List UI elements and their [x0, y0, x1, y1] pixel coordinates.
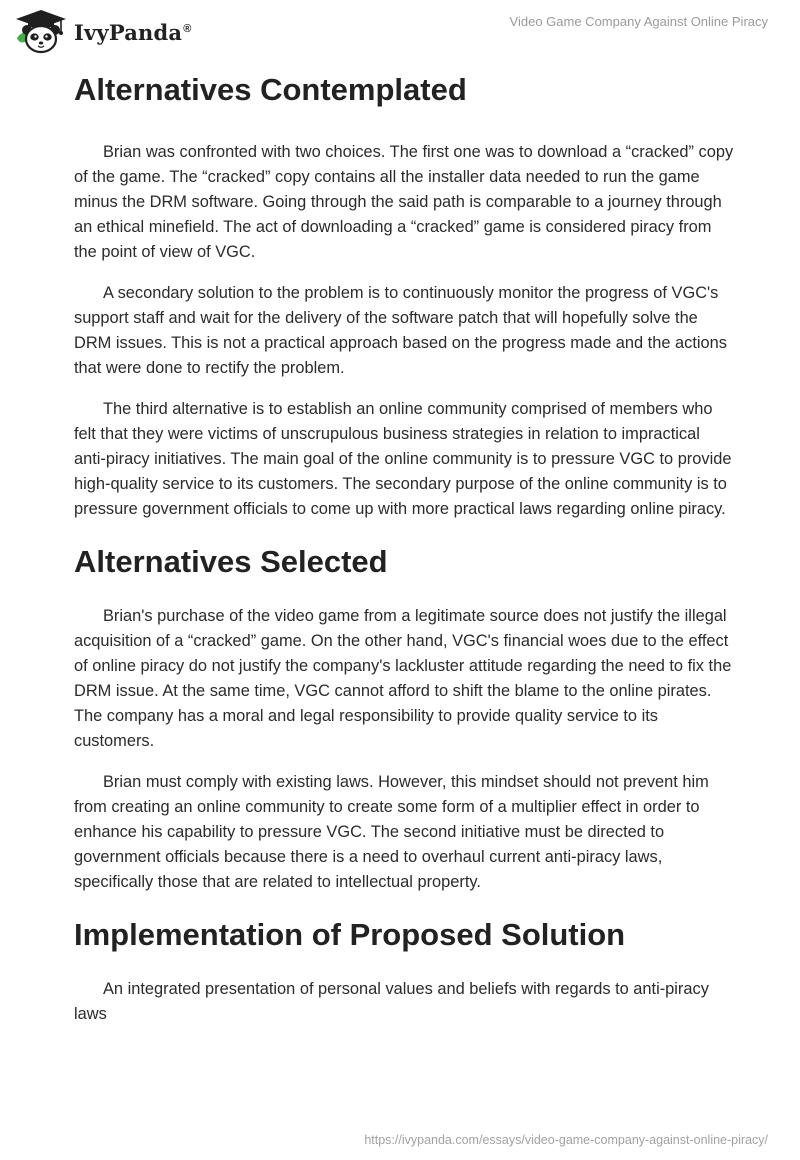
paragraph: An integrated presentation of personal values and beliefs with regards to anti-piracy laws: [74, 980, 709, 1023]
paragraph: Brian's purchase of the video game from a legitimate source does not justify the illegal acquisition of a “cracked” game. On the other hand, VGC's financial woes due to the effect of online piracy do not justify the company's lackluster attitude regarding the need to fix the DRM issue. At the same time, VGC cannot afford to shift the blame to the online pirates. The company has a moral and legal responsibility to provide quality service to its customers.: [74, 607, 732, 750]
paragraph: Brian must comply with existing laws. However, this mindset should not prevent him from creating an online community to create some form of a multiplier effect in order to enhance his capability to pressure VGC. The second initiative must be directed to government officials because there is a need to overhaul current anti-piracy laws, specifically those that are related to intellectual property.: [74, 773, 709, 891]
source-url[interactable]: https://ivypanda.com/essays/video-game-company-against-online-piracy/: [364, 1133, 768, 1147]
paragraph: A secondary solution to the problem is to continuously monitor the progress of VGC's support staff and wait for the delivery of the software patch that will hopefully solve the DRM issues. This is not a practical approach based on the progress made and the actions that were done to rectify the problem.: [74, 284, 727, 377]
essay-content: [74, 66, 734, 1027]
paragraph: The third alternative is to establish an online community comprised of members who felt that they were victims of unscrupulous business strategies in relation to impractical anti-piracy initiatives. The main goal of the online community is to pressure VGC to provide high-quality service to its customers. The secondary purpose of the online community is to pressure government officials to come up with more practical laws regarding online piracy.: [74, 400, 732, 518]
panda-graduation-cap-icon: [14, 8, 68, 54]
section-heading-alternatives-contemplated: Alternatives Contemplated: [74, 72, 467, 107]
paragraph: Brian was confronted with two choices. The first one was to download a “cracked” copy of the game. The “cracked” copy contains all the installer data needed to run the game minus the DRM software. Going through the said path is comparable to a journey through an ethical minefield. The act of downloading a “cracked” game is considered piracy from the point of view of VGC.: [74, 143, 734, 261]
section-heading-implementation: Implementation of Proposed Solution: [74, 917, 626, 952]
registered-mark: ®: [183, 22, 192, 35]
brand-name: IvyPanda®: [74, 19, 192, 45]
section-heading-alternatives-selected: Alternatives Selected: [74, 544, 388, 579]
ivypanda-logo[interactable]: [14, 8, 192, 54]
running-title: Video Game Company Against Online Piracy: [509, 14, 768, 29]
page-header: [0, 0, 800, 60]
